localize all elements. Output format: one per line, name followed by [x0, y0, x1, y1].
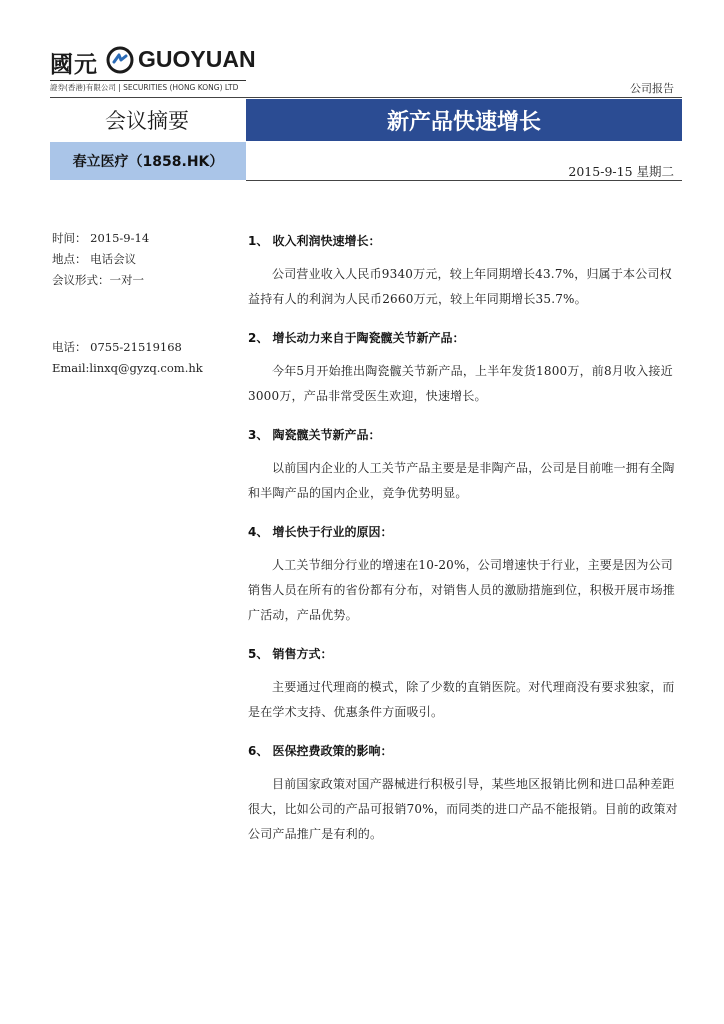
meeting-format: 会议形式：一对一	[52, 273, 144, 287]
summary-section	[248, 645, 680, 725]
section-text: 目前国家政策对国产器械进行积极引导，某些地区报销比例和进口品种差距很大，比如公司的产品可报销70%，而同类的进口产品不能报销。目前的政策对公司产品推广是有利的。	[248, 777, 678, 841]
contact-email: Email:linxq@gyzq.com.hk	[52, 361, 203, 375]
company-logo	[50, 44, 256, 96]
section-heading: 1、 收入利润快速增长：	[248, 234, 381, 248]
section-text: 今年5月开始推出陶瓷髋关节新产品，上半年发货1800万，前8月收入接近3000万，产品非常受医生欢迎，快速增长。	[248, 364, 673, 403]
section-heading: 4、 增长快于行业的原因：	[248, 525, 393, 539]
summary-section	[248, 329, 680, 409]
header-rule	[50, 97, 682, 98]
summary-section	[248, 426, 680, 506]
company-name-badge: 春立医疗（1858.HK）	[50, 142, 246, 180]
section-heading: 6、 医保控费政策的影响：	[248, 744, 393, 758]
summary-section	[248, 523, 680, 628]
report-type-label: 公司报告	[630, 82, 674, 95]
section-text: 公司营业收入人民币9340万元，较上年同期增长43.7%，归属于本公司权益持有人的利润为人民币2660万元，较上年同期增长35.7%。	[248, 267, 672, 306]
report-title: 新产品快速增长	[246, 99, 682, 141]
contact-phone: 电话： 0755-21519168	[52, 340, 182, 354]
section-text: 主要通过代理商的模式，除了少数的直销医院。对代理商没有要求独家，而是在学术支持、优惠条件方面吸引。	[248, 680, 675, 719]
section-heading: 2、 增长动力来自于陶瓷髋关节新产品：	[248, 331, 465, 345]
section-heading: 3、 陶瓷髋关节新产品：	[248, 428, 381, 442]
report-date: 2015-9-15 星期二	[568, 164, 674, 179]
logo-chinese-name: 國元	[50, 52, 98, 78]
logo-english-name: GUOYUAN	[138, 46, 256, 72]
logo-subtitle: 證券(香港)有限公司 | SECURITIES (HONG KONG) LTD	[50, 83, 239, 92]
section-text: 以前国内企业的人工关节产品主要是是非陶产品，公司是目前唯一拥有全陶和半陶产品的国内企业，竞争优势明显。	[248, 461, 675, 500]
logo-emblem-icon	[106, 46, 134, 74]
summary-section	[248, 232, 680, 312]
summary-section	[248, 742, 680, 847]
summary-body	[248, 232, 680, 864]
meeting-summary-label: 会议摘要	[105, 109, 189, 133]
logo-divider	[50, 80, 246, 81]
date-rule	[246, 180, 682, 181]
meeting-time: 时间： 2015-9-14	[52, 231, 150, 245]
meeting-place: 地点： 电话会议	[52, 252, 137, 266]
section-heading: 5、 销售方式：	[248, 647, 333, 661]
section-text: 人工关节细分行业的增速在10-20%，公司增速快于行业，主要是因为公司销售人员在所有的省份都有分布，对销售人员的激励措施到位，积极开展市场推广活动，产品优势。	[248, 558, 676, 622]
